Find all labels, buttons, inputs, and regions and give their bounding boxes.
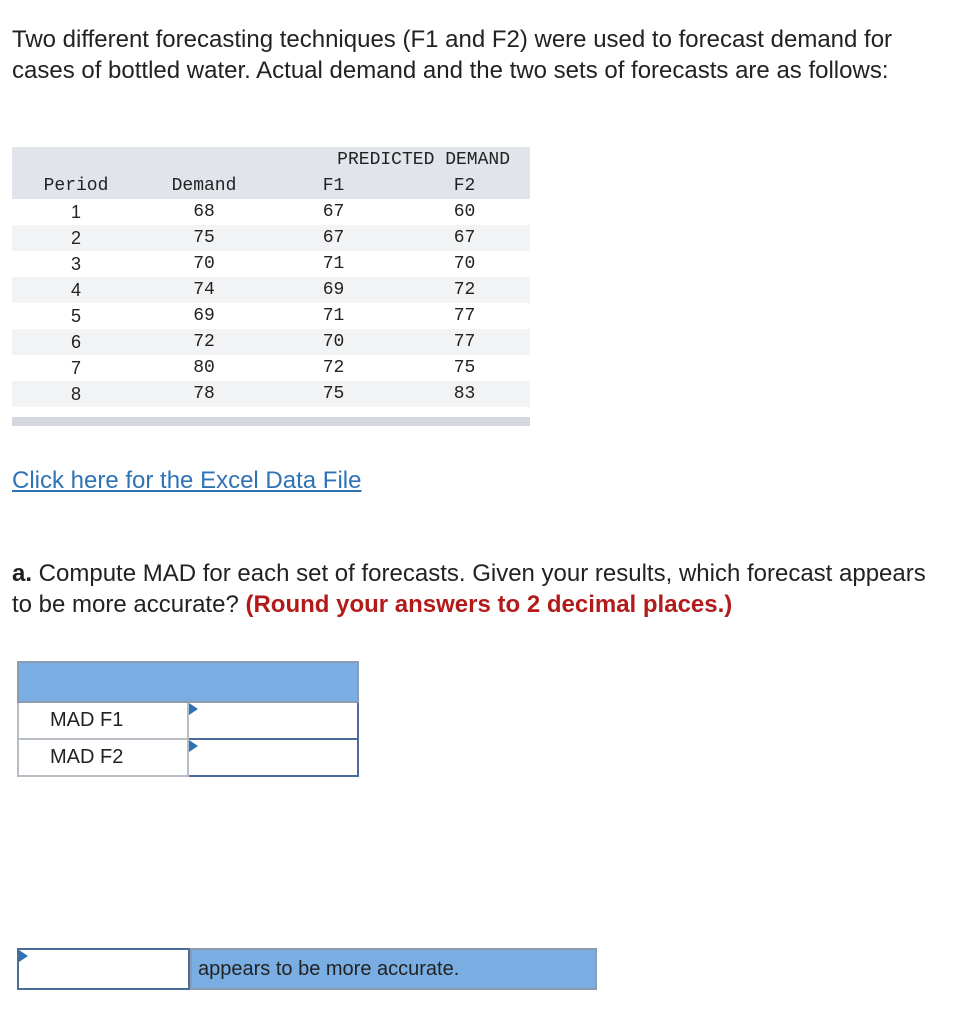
question-a [12,558,952,620]
question-label: a. [12,560,33,587]
cell-f2: 60 [399,199,530,225]
table-row [12,225,530,251]
predicted-demand-header: PREDICTED DEMAND [268,147,530,173]
table-bottom-divider [12,417,530,426]
cell-f1: 70 [268,329,399,355]
rounding-instruction: (Round your answers to 2 decimal places.) [245,591,733,618]
forecast-data-table [12,147,530,407]
table-row [12,329,530,355]
mad-f1-input[interactable] [189,703,357,738]
input-marker-icon [189,703,198,715]
cell-f1: 71 [268,303,399,329]
mad-f2-cell [188,739,358,776]
table-row [12,277,530,303]
excel-data-file-link[interactable]: Click here for the Excel Data File [12,467,362,494]
cell-f2: 83 [399,381,530,407]
cell-period: 2 [12,225,140,251]
more-accurate-forecast-input[interactable] [19,950,188,988]
column-header-f1: F1 [268,173,399,199]
mad-table-header [18,662,358,702]
table-group-header-row [12,147,530,173]
question-text: Compute MAD for each set of forecasts. Given your results, which forecast appears to be more accurate? [12,560,926,618]
mad-f1-label: MAD F1 [18,702,188,739]
problem-intro: Two different forecasting techniques (F1 and F2) were used to forecast demand for cases of bottled water. Actual demand and the two sets of forecasts are as follows: [12,26,893,84]
mad-f2-input[interactable] [189,740,357,775]
table-row [12,251,530,277]
cell-f1: 71 [268,251,399,277]
cell-f2: 70 [399,251,530,277]
accuracy-answer-text: appears to be more accurate. [190,948,597,990]
cell-period: 4 [12,277,140,303]
cell-f2: 67 [399,225,530,251]
input-marker-icon [189,740,198,752]
mad-f1-cell [188,702,358,739]
cell-f2: 77 [399,303,530,329]
cell-f1: 67 [268,225,399,251]
table-row [12,381,530,407]
cell-demand: 70 [140,251,268,277]
mad-f2-label: MAD F2 [18,739,188,776]
cell-demand: 69 [140,303,268,329]
table-column-header-row [12,173,530,199]
cell-demand: 74 [140,277,268,303]
cell-demand: 75 [140,225,268,251]
input-marker-icon [19,950,28,962]
mad-row-f2 [18,739,358,776]
cell-f1: 67 [268,199,399,225]
mad-row-f1 [18,702,358,739]
column-header-demand: Demand [140,173,268,199]
cell-demand: 72 [140,329,268,355]
cell-f1: 72 [268,355,399,381]
mad-answer-table [17,661,359,777]
cell-f2: 72 [399,277,530,303]
cell-period: 1 [12,199,140,225]
cell-f2: 75 [399,355,530,381]
accuracy-answer-row [17,948,597,990]
accuracy-input-cell [17,948,190,990]
table-row [12,355,530,381]
cell-f2: 77 [399,329,530,355]
column-header-period: Period [12,173,140,199]
cell-period: 8 [12,381,140,407]
cell-demand: 80 [140,355,268,381]
column-header-f2: F2 [399,173,530,199]
cell-period: 5 [12,303,140,329]
cell-demand: 68 [140,199,268,225]
cell-f1: 75 [268,381,399,407]
table-row [12,303,530,329]
cell-period: 7 [12,355,140,381]
cell-demand: 78 [140,381,268,407]
cell-period: 3 [12,251,140,277]
cell-f1: 69 [268,277,399,303]
cell-period: 6 [12,329,140,355]
table-row [12,199,530,225]
